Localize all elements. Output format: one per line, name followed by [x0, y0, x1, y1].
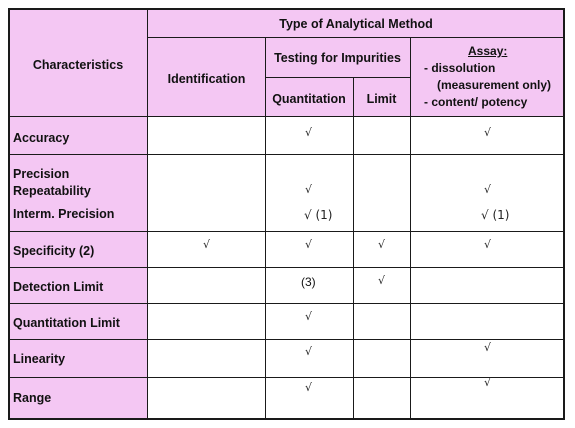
check-specificity-quantitation: √: [305, 238, 313, 251]
check-accuracy-assay: √: [484, 126, 492, 139]
col-rule-quantitation: [353, 77, 354, 420]
check-interm-quantitation: √ (1): [304, 208, 333, 222]
check-quantitation-limit-quantitation: √: [305, 310, 313, 323]
row-label-linearity: Linearity: [13, 352, 66, 366]
rule-row-precision: [8, 231, 565, 232]
row-label-interm-precision: Interm. Precision: [13, 207, 115, 221]
row-label-detection-limit: Detection Limit: [13, 280, 104, 294]
row-label-repeatability: Repeatability: [13, 184, 91, 198]
header-characteristics: Characteristics: [32, 58, 124, 72]
header-testing-impurities: Testing for Impurities: [274, 51, 401, 65]
check-range-assay: √: [484, 376, 492, 389]
check-specificity-assay: √: [484, 238, 492, 251]
check-interm-assay: √ (1): [481, 208, 510, 222]
check-detection-limit: √: [378, 274, 386, 287]
row-label-specificity: Specificity (2): [13, 244, 95, 258]
check-repeatability-quantitation: √: [305, 183, 313, 196]
check-linearity-quantitation: √: [305, 345, 313, 358]
header-assay-content: - content/ potency: [424, 95, 528, 109]
header-type-of-method: Type of Analytical Method: [279, 17, 433, 31]
rule-row-accuracy: [8, 154, 565, 155]
row-label-range: Range: [13, 391, 52, 405]
header-identification: Identification: [167, 72, 246, 86]
row-label-accuracy: Accuracy: [13, 131, 70, 145]
table-border-bottom: [8, 418, 565, 420]
check-range-quantitation: √: [305, 381, 313, 394]
rule-row-detection: [8, 303, 565, 304]
rule-impurities-sub: [265, 77, 410, 78]
check-specificity-identification: √: [203, 238, 211, 251]
check-specificity-limit: √: [378, 238, 386, 251]
rule-header-sub: [148, 37, 564, 38]
rule-row-linearity: [8, 377, 565, 378]
note-detection-quantitation: (3): [301, 275, 316, 289]
row-label-precision: Precision: [13, 167, 70, 181]
header-limit: Limit: [366, 92, 397, 106]
row-label-quantitation-limit: Quantitation Limit: [13, 316, 120, 330]
check-accuracy-quantitation: √: [305, 126, 313, 139]
table-border-top: [8, 8, 565, 10]
rule-header-bottom: [8, 116, 565, 117]
header-quantitation: Quantitation: [272, 92, 346, 106]
col-rule-characteristics: [147, 8, 148, 420]
check-repeatability-assay: √: [484, 183, 492, 196]
rule-row-quantitation: [8, 339, 565, 340]
header-assay-measurement: (measurement only): [437, 78, 552, 92]
table-border-right: [563, 8, 565, 420]
rule-row-specificity: [8, 267, 565, 268]
header-assay-title: Assay:: [468, 44, 508, 58]
check-linearity-assay: √: [484, 341, 492, 354]
header-assay-dissolution: - dissolution: [424, 61, 496, 75]
col-rule-limit: [410, 37, 411, 420]
